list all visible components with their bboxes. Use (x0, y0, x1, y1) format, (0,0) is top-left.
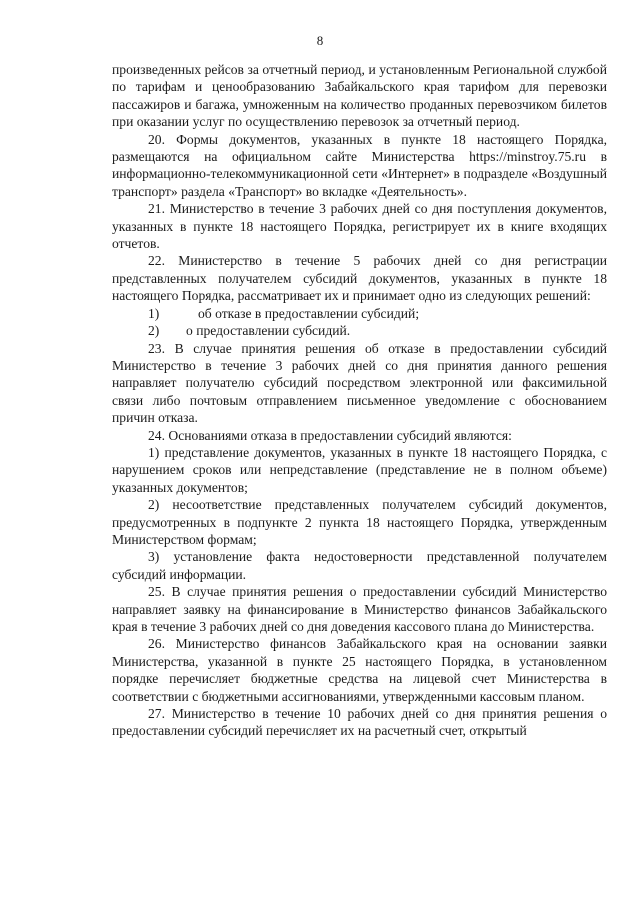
list-item-text: об отказе в предоставлении субсидий; (198, 305, 420, 321)
page-number: 8 (316, 33, 324, 48)
paragraph-24-3: 3) установление факта недостоверности представленной получателем субсидий информации. (112, 549, 607, 582)
list-item-text: о предоставлении субсидий. (186, 323, 351, 339)
list-item (112, 305, 607, 322)
list-item (112, 322, 607, 339)
paragraph-24: 24. Основаниями отказа в предоставлении субсидий являются: (148, 427, 512, 443)
list-item-number: 1) (148, 305, 160, 321)
paragraph-21: 21. Министерство в течение 3 рабочих дней со дня поступления документов, указанных в пункте 18 настоящего Порядка, регистрирует их в книге входящих отчетов. (112, 201, 607, 252)
paragraph-23: 23. В случае принятия решения об отказе в предоставлении субсидий Министерство в течение 3 рабочих дней со дня принятия данного решения направляет получателю субсидий посредством электронной или факсимильной связи либо почтовым отправлением письменное уведомление с обоснованием причин отказа. (112, 340, 607, 426)
list-item-number: 2) (148, 323, 160, 339)
paragraph-19-continuation: произведенных рейсов за отчетный период, и установленным Региональной службой по тарифам и ценообразованию Забайкальского края тарифом для перевозки пассажиров и багажа, умноженным на количество проданных перевозчиком билетов при оказании услуг по осуществлению перевозок за отчетный период. (112, 62, 607, 130)
paragraph-26: 26. Министерство финансов Забайкальского края на основании заявки Министерства, указанной в пункте 25 настоящего Порядка, в установленном порядке перечисляет бюджетные средства на лицевой счет Министерства в соответствии с бюджетными ассигнованиями, утвержденными кассовым планом. (112, 636, 607, 704)
paragraph-25: 25. В случае принятия решения о предоставлении субсидий Министерство направляет заявку на финансирование в Министерство финансов Забайкальского края в течение 3 рабочих дней со дня доведения кассового плана до Министерства. (112, 584, 607, 634)
document-body (112, 61, 607, 740)
paragraph-27: 27. Министерство в течение 10 рабочих дней со дня принятия решения о предоставлении субсидий перечисляет их на расчетный счет, открытый (112, 706, 607, 739)
paragraph-22: 22. Министерство в течение 5 рабочих дней со дня регистрации представленных получателем субсидий документов, указанных в пункте 18 настоящего Порядка, рассматривает их и принимает одно из следующих решений: (112, 253, 607, 304)
paragraph-24-1: 1) представление документов, указанных в пункте 18 настоящего Порядка, с нарушением сроков или непредставление (представление не в полном объеме) указанных документов; (112, 444, 607, 495)
paragraph-24-2: 2) несоответствие представленных получателем субсидий документов, предусмотренных в подпункте 2 пункта 18 настоящего Порядка, утвержденным Министерством формам; (112, 497, 607, 547)
paragraph-20: 20. Формы документов, указанных в пункте 18 настоящего Порядка, размещаются на официальном сайте Министерства https://minstroy.75.ru в информационно-телекоммуникационной сети «Интернет» в подразделе «Воздушный транспорт» раздела «Транспорт» во вкладке «Деятельность». (112, 131, 607, 199)
